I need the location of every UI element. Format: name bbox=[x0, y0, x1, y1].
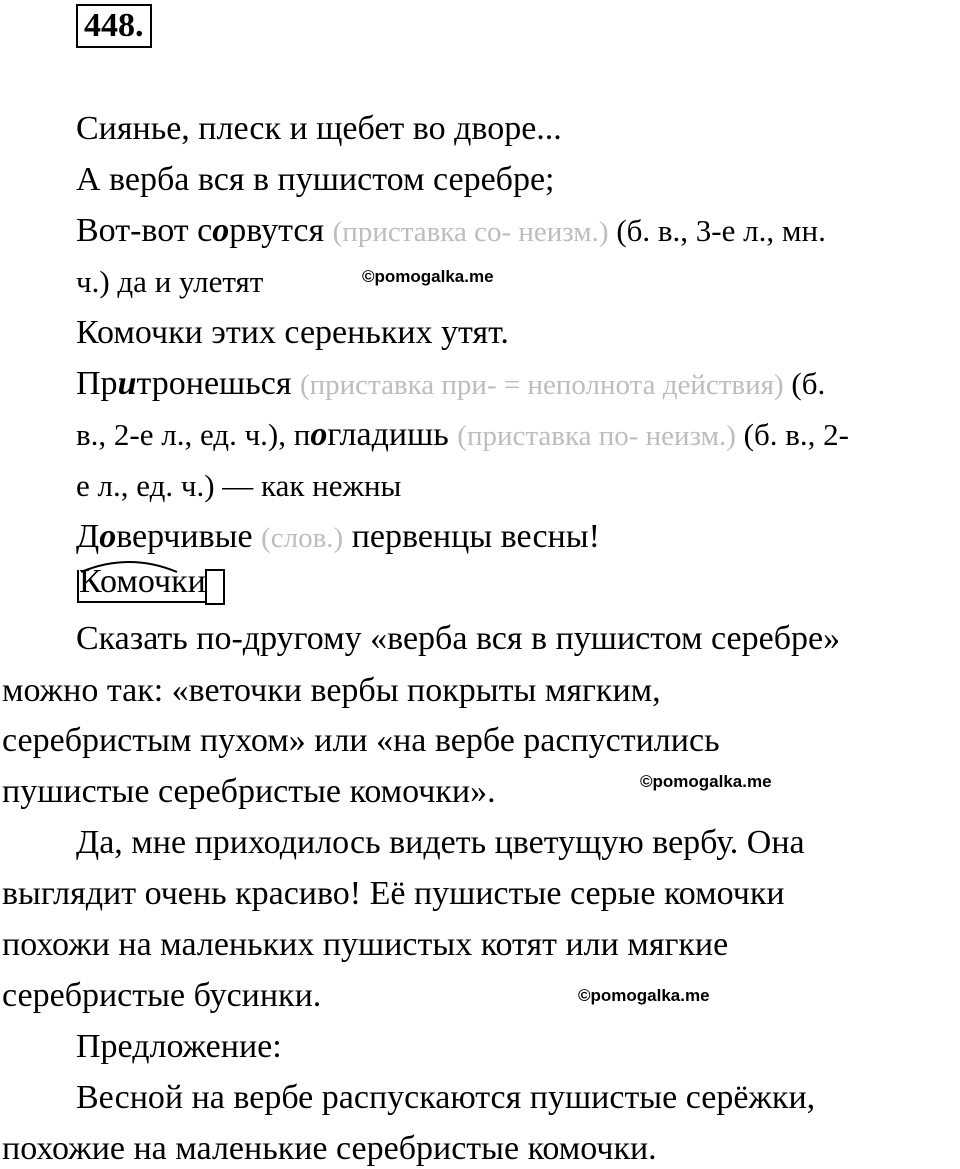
exercise-number: 448. bbox=[76, 4, 152, 48]
text-part: в., 2-е л., ед. ч.), п bbox=[76, 417, 311, 452]
grammar-note: (приставка по- неизм.) bbox=[457, 420, 736, 452]
poem-line-3 bbox=[76, 211, 826, 252]
watermark: ©pomogalka.me bbox=[362, 267, 494, 286]
ending-box bbox=[206, 570, 224, 604]
text-part: рвутся bbox=[229, 212, 333, 249]
poem-line-7 bbox=[76, 415, 849, 456]
grammar-note: (приставка при- = неполнота действия) bbox=[299, 369, 784, 401]
paragraph-1-line-2: можно так: «веточки вербы покрыты мягким, bbox=[2, 672, 661, 709]
poem-line-9 bbox=[76, 517, 600, 558]
watermark: ©pomogalka.me bbox=[578, 986, 710, 1005]
poem-line-8: е л., ед. ч.) — как нежны bbox=[76, 468, 402, 503]
paragraph-1-line-1: Сказать по-другому «верба вся в пушистом серебре» bbox=[76, 620, 841, 657]
poem-line-2: А верба вся в пушистом серебре; bbox=[76, 161, 555, 198]
paragraph-2-line-1: Да, мне приходилось видеть цветущую вербу. Она bbox=[76, 824, 805, 861]
poem-line-6 bbox=[76, 364, 825, 405]
poem-line-5: Комочки этих сереньких утят. bbox=[76, 314, 509, 351]
vowel-highlight: о bbox=[310, 416, 328, 453]
paragraph-1-line-3: серебристым пухом» или «на вербе распустились bbox=[2, 722, 720, 759]
paragraph-2-line-4: серебристые бусинки. bbox=[2, 977, 322, 1014]
text-part: тронешься bbox=[136, 365, 300, 402]
vowel-highlight: о bbox=[212, 212, 230, 249]
text-part: верчивые bbox=[116, 518, 262, 555]
text-part: Вот-вот с bbox=[76, 212, 213, 249]
text-part: Пр bbox=[76, 365, 118, 402]
poem-line-1: Сиянье, плеск и щебет во дворе... bbox=[76, 110, 562, 147]
text-part: первенцы весны! bbox=[343, 518, 600, 555]
poem-line-4: ч.) да и улетят bbox=[76, 264, 264, 299]
grammar-note: (приставка со- неизм.) bbox=[332, 216, 609, 248]
vowel-highlight: и bbox=[117, 365, 137, 402]
paragraph-3: Предложение: bbox=[76, 1028, 282, 1065]
text-part: гладишь bbox=[327, 416, 458, 453]
text-part: Д bbox=[76, 518, 100, 555]
vowel-highlight: о bbox=[99, 518, 117, 555]
grammar-note: (слов.) bbox=[261, 522, 344, 554]
text-part: (б. в., 2- bbox=[735, 417, 849, 452]
paragraph-2-line-2: выглядит очень красиво! Её пушистые серые комочки bbox=[2, 875, 785, 912]
watermark: ©pomogalka.me bbox=[640, 772, 772, 791]
paragraph-2-line-3: похожи на маленьких пушистых котят или мягкие bbox=[2, 926, 729, 963]
text-part: (б. в., 3-е л., мн. bbox=[608, 213, 826, 248]
paragraph-1-line-4: пушистые серебристые комочки». bbox=[2, 773, 496, 810]
paragraph-4-line-2: похожие на маленькие серебристые комочки. bbox=[2, 1130, 657, 1167]
analyzed-word: Комочки bbox=[79, 563, 206, 600]
paragraph-4-line-1: Весной на вербе распускаются пушистые серёжки, bbox=[76, 1079, 816, 1116]
text-part: (б. bbox=[783, 366, 826, 401]
